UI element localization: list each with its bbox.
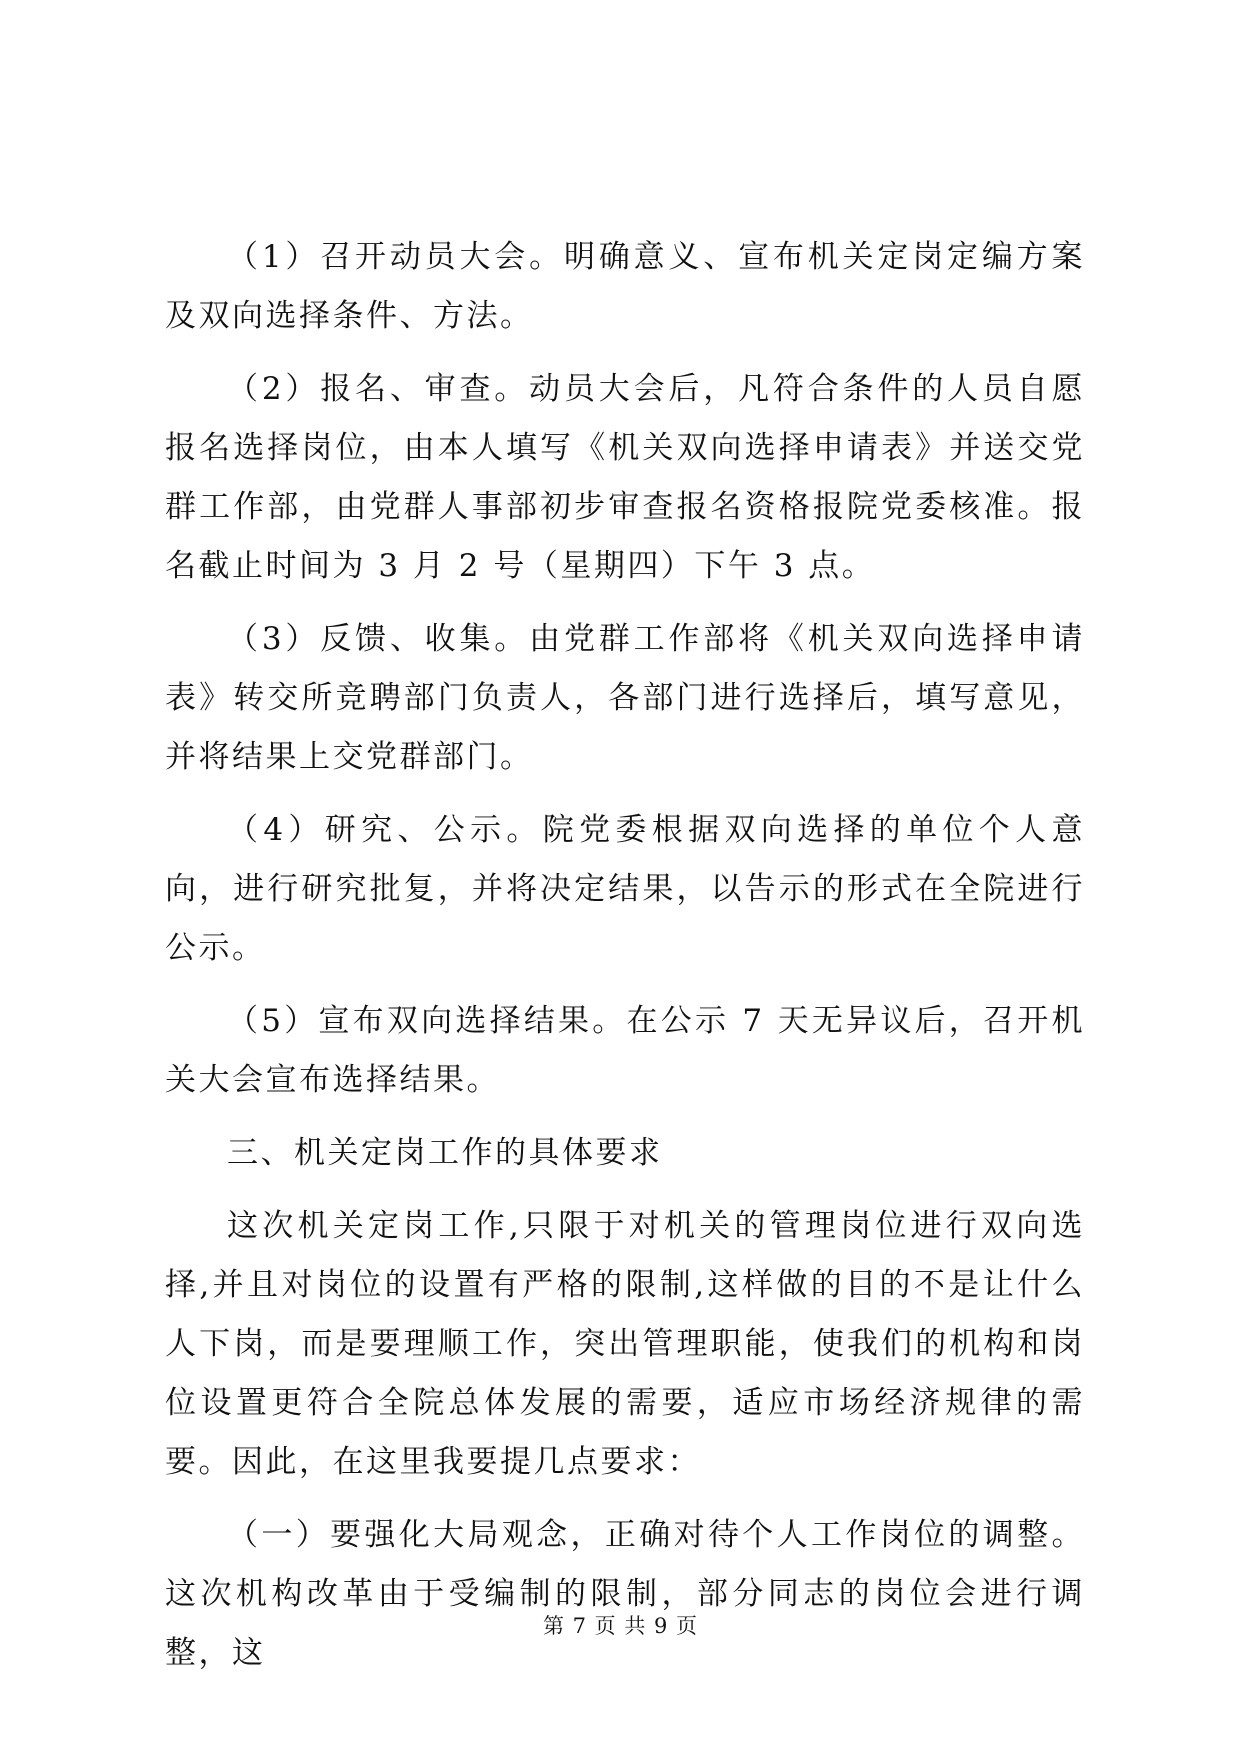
paragraph-step-2: （2）报名、审查。动员大会后，凡符合条件的人员自愿报名选择岗位，由本人填写《机关双向选择申请表》并送交党群工作部，由党群人事部初步审查报名资格报院党委核准。报名截止时间为 3 月 2 号（星期四）下午 3 点。 xyxy=(165,371,1085,584)
paragraph-step-4: （4）研究、公示。院党委根据双向选择的单位个人意向，进行研究批复，并将决定结果，以告示的形式在全院进行公示。 xyxy=(165,812,1085,966)
section-heading: 三、机关定岗工作的具体要求 xyxy=(227,1135,663,1171)
document-body xyxy=(165,228,1085,1697)
paragraph-step-5: （5）宣布双向选择结果。在公示 7 天无异议后，召开机关大会宣布选择结果。 xyxy=(165,1003,1085,1098)
paragraph-requirement-1: （一）要强化大局观念，正确对待个人工作岗位的调整。这次机构改革由于受编制的限制，部分同志的岗位会进行调整，这 xyxy=(165,1517,1085,1671)
page-number-footer: 第 7 页 共 9 页 xyxy=(542,1614,699,1638)
paragraph-step-3: （3）反馈、收集。由党群工作部将《机关双向选择申请表》转交所竞聘部门负责人，各部门进行选择后，填写意见，并将结果上交党群部门。 xyxy=(165,621,1085,775)
paragraph-step-1: （1）召开动员大会。明确意义、宣布机关定岗定编方案及双向选择条件、方法。 xyxy=(165,239,1085,334)
paragraph-requirements-intro: 这次机关定岗工作,只限于对机关的管理岗位进行双向选择,并且对岗位的设置有严格的限制,这样做的目的不是让什么人下岗，而是要理顺工作，突出管理职能，使我们的机构和岗位设置更符合全院总体发展的需要，适应市场经济规律的需要。因此，在这里我要提几点要求： xyxy=(165,1208,1085,1480)
